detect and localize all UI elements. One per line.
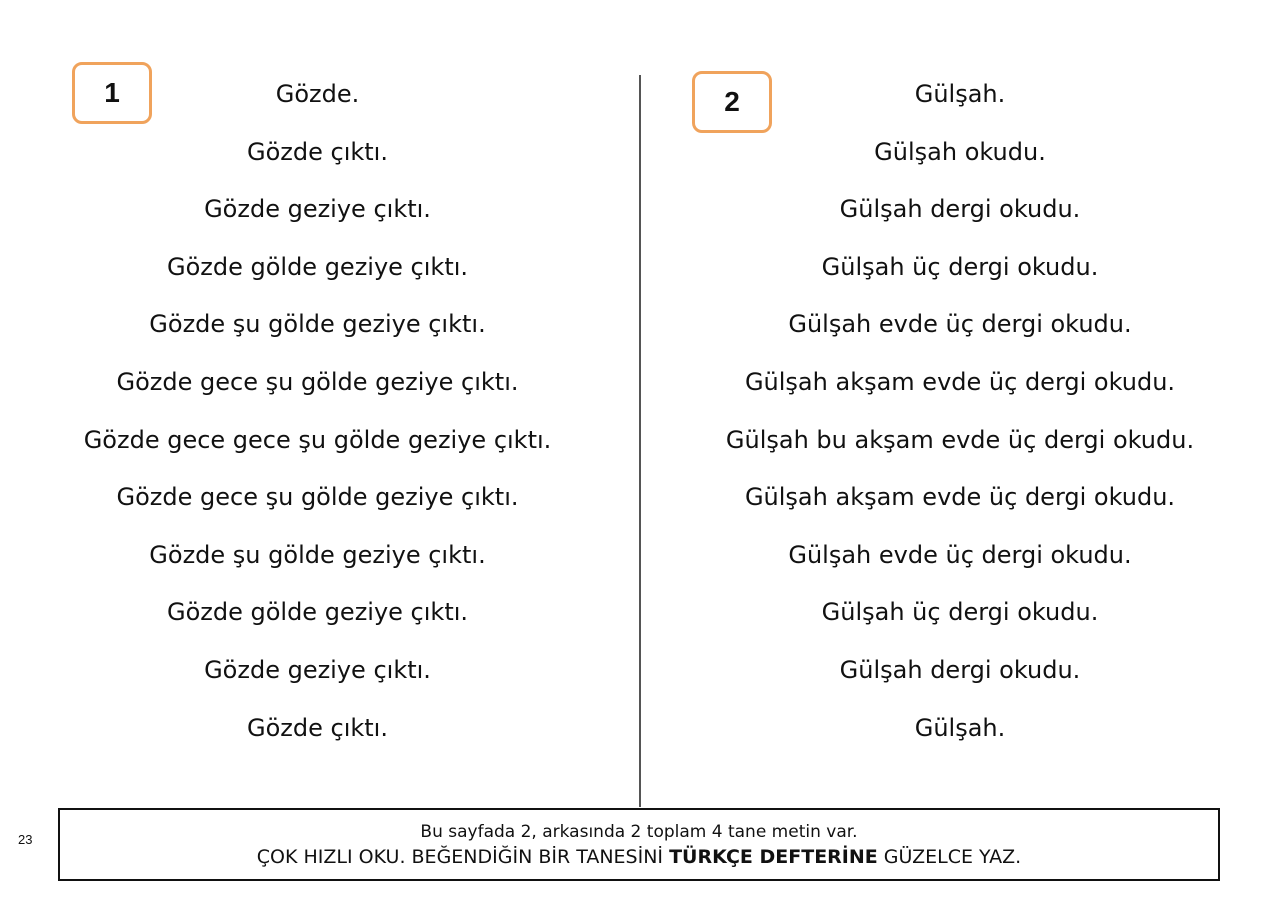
text-2-line: Gülşah üç dergi okudu. (821, 598, 1099, 627)
column-divider (639, 75, 641, 807)
text-1-line: Gözde gölde geziye çıktı. (166, 252, 469, 281)
text-2-line: Gülşah üç dergi okudu. (821, 252, 1099, 281)
text-1-line: Gözde geziye çıktı. (204, 195, 431, 224)
text-1-line: Gözde. (275, 80, 360, 108)
text-number-1: 1 (104, 77, 120, 108)
instruction-line-2 (60, 844, 1218, 870)
text-2-line: Gülşah dergi okudu. (839, 195, 1081, 224)
instruction-emphasis: TÜRKÇE DEFTERİNE (669, 845, 878, 868)
instruction-box (58, 808, 1220, 881)
page-number: 23 (18, 832, 33, 847)
text-2-column (700, 66, 1220, 757)
text-2-line: Gülşah evde üç dergi okudu. (788, 310, 1132, 339)
text-1-column (70, 66, 565, 757)
text-2-line: Gülşah akşam evde üç dergi okudu. (744, 367, 1176, 396)
text-2-line: Gülşah akşam evde üç dergi okudu. (744, 483, 1176, 512)
text-number-2: 2 (724, 86, 740, 117)
text-2-line: Gülşah dergi okudu. (839, 655, 1081, 684)
text-1-line: Gözde geziye çıktı. (204, 655, 431, 684)
text-2-line: Gülşah evde üç dergi okudu. (788, 540, 1132, 569)
text-1-line: Gözde gece şu gölde geziye çıktı. (116, 367, 519, 396)
text-2-line: Gülşah okudu. (874, 137, 1046, 166)
instruction-line-1: Bu sayfada 2, arkasında 2 toplam 4 tane metin var. (420, 821, 858, 842)
text-1-line: Gözde çıktı. (247, 137, 388, 166)
text-1-line: Gözde gece gece şu gölde geziye çıktı. (83, 425, 552, 454)
instruction-text-end: GÜZELCE YAZ. (877, 845, 1022, 868)
text-2-line: Gülşah. (914, 80, 1006, 108)
text-2-line: Gülşah. (914, 713, 1006, 742)
text-1-line: Gözde şu gölde geziye çıktı. (149, 310, 486, 339)
text-2-line: Gülşah bu akşam evde üç dergi okudu. (725, 425, 1195, 454)
text-1-line: Gözde gölde geziye çıktı. (166, 598, 469, 627)
text-1-line: Gözde çıktı. (247, 713, 388, 742)
text-1-line: Gözde gece şu gölde geziye çıktı. (116, 483, 519, 512)
text-1-line: Gözde şu gölde geziye çıktı. (149, 540, 486, 569)
instruction-text-start: ÇOK HIZLI OKU. BEĞENDİĞİN BİR TANESİNİ (256, 845, 670, 868)
